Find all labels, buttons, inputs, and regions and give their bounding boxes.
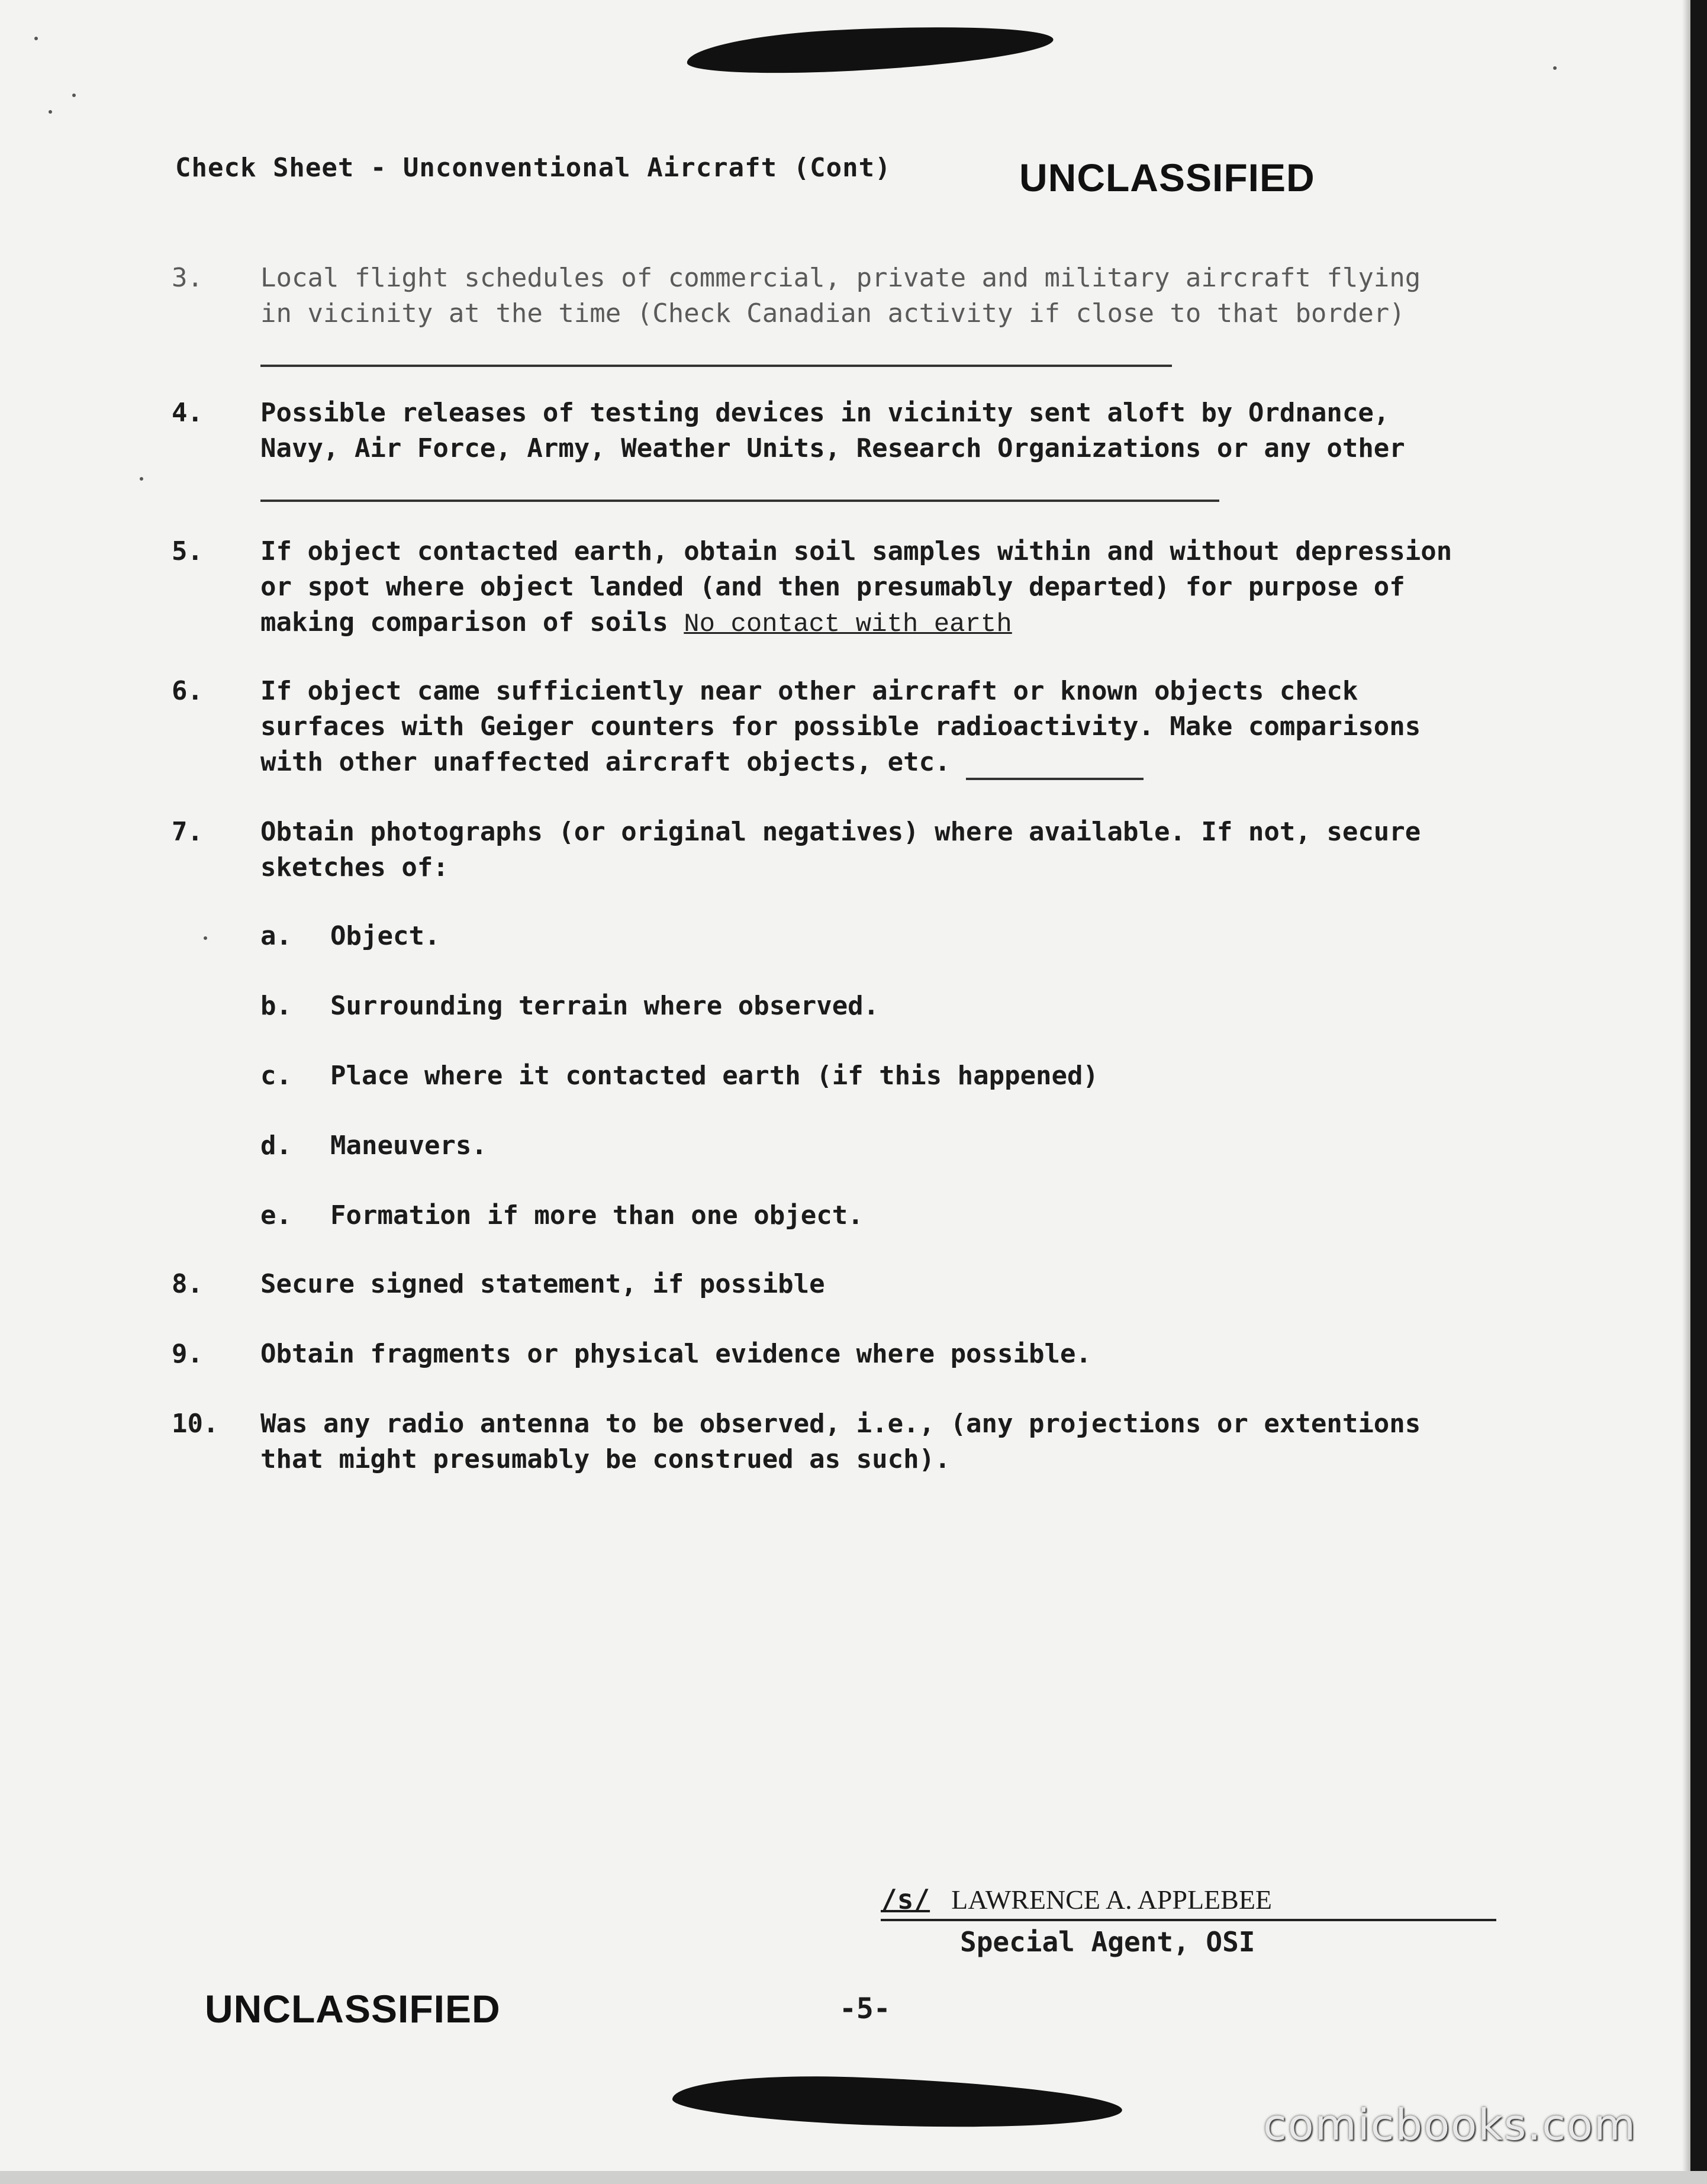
answer-blank [966,752,1144,780]
watermark: comicbooks.com [1263,2100,1637,2150]
sub-item-letter: d. [260,1130,292,1161]
checklist-item [172,814,1462,897]
checklist-item [172,395,1462,514]
scan-speck [1553,66,1557,70]
sub-item-letter: c. [260,1061,292,1091]
item-number: 8. [172,1269,203,1299]
sub-item-text: Place where it contacted earth (if this happened) [330,1061,1099,1091]
item-text: Was any radio antenna to be observed, i.e., (any projections or extentions that might presumably be construed as such). [260,1409,1421,1474]
signature-prefix: /s/ [881,1883,930,1915]
signer-title: Special Agent, OSI [960,1926,1255,1958]
item-number: 3. [172,263,203,293]
item-number: 7. [172,817,203,847]
sub-item-text: Surrounding terrain where observed. [330,991,880,1021]
item-text: If object contacted earth, obtain soil samples within and without depression or spot where object landed (and then presumably departed) for purpose of making comparison of soils [260,536,1452,637]
signature-block [881,1883,1496,1958]
item-number: 6. [172,676,203,706]
signer-name: LAWRENCE A. APPLEBEE [951,1885,1273,1915]
item-text: Possible releases of testing devices in vicinity sent aloft by Ordnance, Navy, Air Force, Army, Weather Units, Research Organizations or any other [260,398,1405,463]
scan-speck [72,94,76,97]
page-edge-shadow [1682,0,1690,2184]
checklist-item [172,1267,1462,1308]
checklist-item [172,674,1462,792]
sub-item [260,1130,487,1161]
sub-item-text: Maneuvers. [330,1130,487,1161]
sub-item [260,1200,864,1230]
scan-speck [140,477,143,481]
classification-stamp-top: UNCLASSIFIED [1019,156,1315,199]
item-text: Secure signed statement, if possible [260,1269,825,1299]
typed-answer: No contact with earth [684,610,1012,639]
page-number: -5- [839,1992,891,2025]
item-number: 4. [172,398,203,428]
item-number: 10. [172,1409,219,1439]
sub-item [260,921,440,951]
sub-item-letter: a. [260,921,292,951]
redaction-mark-top [686,19,1055,79]
scan-speck [49,110,52,114]
item-text: Obtain fragments or physical evidence where possible. [260,1339,1091,1369]
redaction-mark-bottom [672,2071,1123,2134]
item-number: 5. [172,536,203,566]
checklist-item [172,1406,1462,1489]
sub-item-text: Object. [330,921,440,951]
sub-item [260,1061,1099,1091]
checklist-item [172,534,1462,652]
sub-item-letter: e. [260,1200,292,1230]
item-text: If object came sufficiently near other aircraft or known objects check surfaces with Geiger counters for possible radioactivity. Make comparisons with other unaffected aircraft objects, etc. [260,676,1421,777]
document-header: Check Sheet - Unconventional Aircraft (Cont) [175,153,891,183]
sub-item-text: Formation if more than one object. [330,1200,864,1230]
checklist-item [172,1336,1462,1378]
scan-bottom-border [0,2171,1707,2184]
scan-speck [204,936,207,940]
sub-item-letter: b. [260,991,292,1021]
scan-speck [34,37,38,40]
answer-blank [260,339,1172,367]
item-text: Obtain photographs (or original negatives) where available. If not, secure sketches of: [260,817,1421,882]
sub-item [260,991,879,1021]
item-text: Local flight schedules of commercial, private and military aircraft flying in vicinity at the time (Check Canadian activity if close to that border) [260,263,1421,328]
scan-border [1690,0,1707,2184]
checklist-item [172,260,1462,379]
item-number: 9. [172,1339,203,1369]
classification-stamp-bottom: UNCLASSIFIED [205,1987,501,2031]
answer-blank [260,473,1219,502]
